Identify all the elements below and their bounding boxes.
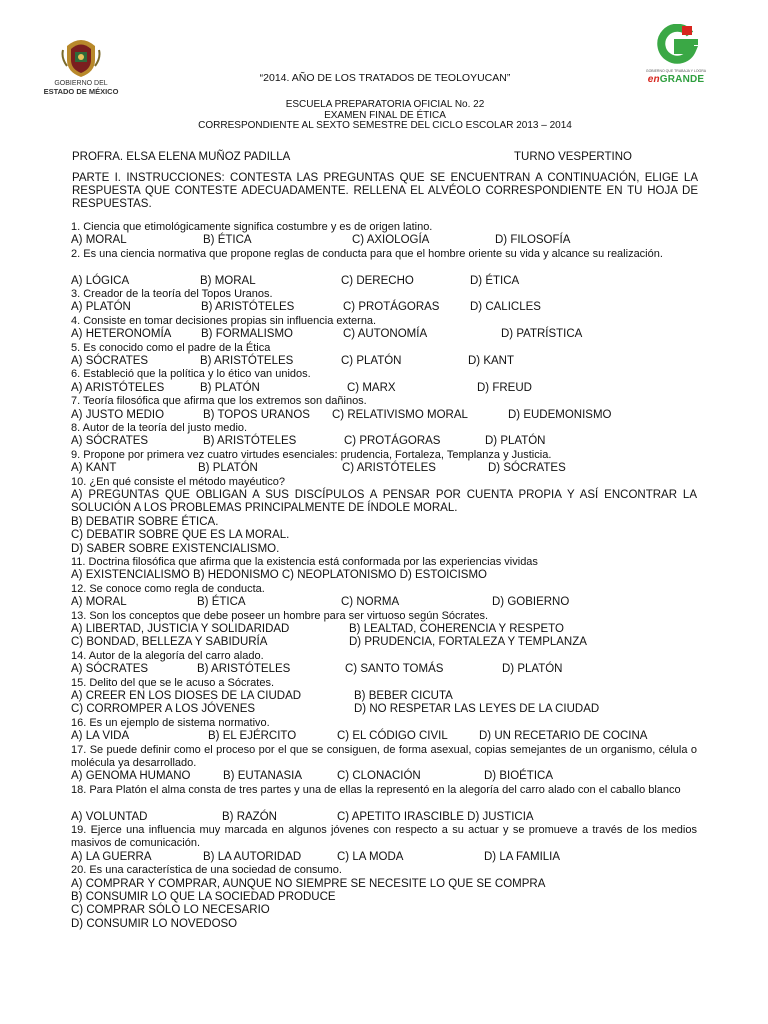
question-14-option-b: B) ARISTÓTELES <box>197 663 291 676</box>
question-1-option-a: A) MORAL <box>71 234 127 247</box>
question-9-option-a: A) KANT <box>71 462 117 475</box>
g-logo-icon <box>636 24 716 69</box>
question-8-option-a: A) SÓCRATES <box>71 435 149 448</box>
question-13-option-d: D) PRUDENCIA, FORTALEZA Y TEMPLANZA <box>349 636 587 649</box>
instructions: PARTE I. INSTRUCCIONES: CONTESTA LAS PREGUNTAS QUE SE ENCUENTRAN A CONTINUACIÓN, ELIGE LA RESPUESTA QUE CONTESTE ADECUADAMENTE. RELLENA EL ALVÉOLO CORRESPONDIENTE EN TU HOJA DE RESPUESTAS. <box>72 172 698 210</box>
question-4-option-d: D) PATRÍSTICA <box>501 328 583 341</box>
question-1-option-b: B) ÉTICA <box>203 234 252 247</box>
question-6-option-c: C) MARX <box>347 381 396 394</box>
question-2-option-c: C) DERECHO <box>341 274 414 287</box>
question-4-option-c: C) AUTONOMÍA <box>343 328 428 341</box>
question-10-text: 10. ¿En qué consiste el método mayéutico? <box>71 475 286 488</box>
teacher-row <box>72 151 702 163</box>
question-18-text: 18. Para Platón el alma consta de tres partes y una de ellas la representó en la alegoría del carro alado con el caballo blanco <box>71 783 681 796</box>
question-18-option-c: C) APETITO IRASCIBLE D) JUSTICIA <box>337 810 534 823</box>
coat-of-arms-icon <box>61 36 101 78</box>
state-government-caption: GOBIERNO DEL ESTADO DE MÉXICO <box>43 80 119 96</box>
question-7-text: 7. Teoría filosófica que afirma que los extremos son dañinos. <box>71 395 367 408</box>
question-9-option-d: D) SÓCRATES <box>488 462 566 475</box>
teacher-name: PROFRA. ELSA ELENA MUÑOZ PADILLA <box>72 151 291 163</box>
question-16-text: 16. Es un ejemplo de sistema normativo. <box>71 716 270 729</box>
exam-period: CORRESPONDIENTE AL SEXTO SEMESTRE DEL CICLO ESCOLAR 2013 – 2014 <box>198 120 572 131</box>
question-18-option-a: A) VOLUNTAD <box>71 810 148 823</box>
question-16-option-a: A) LA VIDA <box>71 730 130 743</box>
question-8-text: 8. Autor de la teoría del justo medio. <box>71 422 248 434</box>
question-15-text: 15. Delito del que se le acuso a Sócrates. <box>71 676 275 689</box>
question-17-option-b: B) EUTANASIA <box>223 770 303 783</box>
question-7-option-d: D) EUDEMONISMO <box>508 408 612 421</box>
question-5-option-d: D) KANT <box>468 355 514 367</box>
state-government-logo <box>36 36 126 96</box>
question-1-text: 1. Ciencia que etimológicamente significa costumbre y es de origen latino. <box>71 221 433 233</box>
question-6-text: 6. Estableció que la política y lo ético van unidos. <box>71 368 311 381</box>
question-14-option-d: D) PLATÓN <box>502 663 563 676</box>
question-19-option-d: D) LA FAMILIA <box>484 850 561 863</box>
question-1-option-d: D) FILOSOFÍA <box>495 234 571 247</box>
logo-tagline: GOBIERNO QUE TRABAJA Y LOGRA <box>645 69 707 73</box>
question-20-option-b: B) CONSUMIR LO QUE LA SOCIEDAD PRODUCE <box>71 891 336 903</box>
question-20-option-c: C) COMPRAR SÓLO LO NECESARIO <box>71 904 270 917</box>
question-17-option-c: C) CLONACIÓN <box>337 770 421 783</box>
question-19-option-b: B) LA AUTORIDAD <box>203 850 302 863</box>
question-2-option-a: A) LÓGICA <box>71 274 130 287</box>
question-16-option-c: C) EL CÓDIGO CIVIL <box>337 730 448 743</box>
question-5-option-c: C) PLATÓN <box>341 355 402 367</box>
question-3-option-c: C) PROTÁGORAS <box>343 301 440 314</box>
question-19-option-a: A) LA GUERRA <box>71 850 152 863</box>
question-3-option-d: D) CALICLES <box>470 301 541 314</box>
question-4-text: 4. Consiste en tomar decisiones propias sin influencia externa. <box>71 314 377 327</box>
school-name: ESCUELA PREPARATORIA OFICIAL No. 22 <box>285 99 485 110</box>
year-motto: “2014. AÑO DE LOS TRATADOS DE TEOLOYUCAN” <box>259 72 511 84</box>
question-5-text: 5. Es conocido como el padre de la Ética <box>71 341 271 354</box>
question-10-option-a: A) PREGUNTAS QUE OBLIGAN A SUS DISCÍPULOS A PENSAR POR CUENTA PROPIA Y ASÍ ENCONTRAR LA SOLUCIÓN A LOS PROBLEMAS PRINCIPALMENTE DE ÍNDOLE MORAL. <box>71 489 697 514</box>
question-13-option-b: B) LEALTAD, COHERENCIA Y RESPETO <box>349 623 564 635</box>
question-9-text: 9. Propone por primera vez cuatro virtudes esenciales: prudencia, Fortaleza, Templanza y Justicia. <box>71 448 552 461</box>
question-3-option-b: B) ARISTÓTELES <box>201 301 295 314</box>
question-13-text: 13. Son los conceptos que debe poseer un hombre para ser virtuoso según Sócrates. <box>71 609 489 622</box>
question-19-text: 19. Ejerce una influencia muy marcada en algunos jóvenes con respecto a su actuar y se promueve a través de los medios masivos de comunicación. <box>71 824 697 849</box>
question-2-text: 2. Es una ciencia normativa que propone reglas de conducta para que el hombre oriente su vida y alcance su realización. <box>71 247 663 260</box>
question-13-option-a: A) LIBERTAD, JUSTICIA Y SOLIDARIDAD <box>71 623 290 635</box>
question-14-option-c: C) SANTO TOMÁS <box>345 663 444 676</box>
question-11-options: A) EXISTENCIALISMO B) HEDONISMO C) NEOPLATONISMO D) ESTOICISMO <box>71 569 487 582</box>
question-5-option-a: A) SÓCRATES <box>71 355 149 367</box>
question-18-option-b: B) RAZÓN <box>222 810 277 823</box>
question-12-option-c: C) NORMA <box>341 596 400 609</box>
question-6-option-b: B) PLATÓN <box>200 381 260 394</box>
question-10-option-b: B) DEBATIR SOBRE ÉTICA. <box>71 515 219 528</box>
question-17-text: 17. Se puede definir como el proceso por el que se consiguen, de forma asexual, copias semejantes de un organismo, célula o molécula ya desarrollado. <box>71 743 697 769</box>
question-6-option-a: A) ARISTÓTELES <box>71 381 165 394</box>
question-3-text: 3. Creador de la teoría del Topos Uranos. <box>71 288 273 300</box>
question-14-option-a: A) SÓCRATES <box>71 663 149 676</box>
question-7-option-a: A) JUSTO MEDIO <box>71 408 165 421</box>
question-2-option-b: B) MORAL <box>200 274 256 287</box>
question-15-option-c: C) CORROMPER A LOS JÓVENES <box>71 703 256 716</box>
question-20-option-d: D) CONSUMIR LO NOVEDOSO <box>71 917 238 930</box>
question-17-option-a: A) GENOMA HUMANO <box>71 770 191 783</box>
question-1-option-c: C) AXIOLOGÍA <box>352 234 430 247</box>
question-8-option-b: B) ARISTÓTELES <box>203 435 297 448</box>
question-3-option-a: A) PLATÓN <box>71 301 131 314</box>
question-12-option-b: B) ÉTICA <box>197 596 246 609</box>
question-12-option-a: A) MORAL <box>71 596 127 609</box>
question-7-option-b: B) TOPOS URANOS <box>203 408 310 421</box>
question-20-text: 20. Es una característica de una sociedad de consumo. <box>71 864 342 877</box>
question-8-option-c: C) PROTÁGORAS <box>344 435 441 448</box>
question-15-option-b: B) BEBER CICUTA <box>354 690 453 702</box>
question-15-option-d: D) NO RESPETAR LAS LEYES DE LA CIUDAD <box>354 703 600 716</box>
question-2-option-d: D) ÉTICA <box>470 274 520 287</box>
engrande-logo <box>636 24 716 85</box>
question-11-text: 11. Doctrina filosófica que afirma que la existencia está conformada por las experiencias vividas <box>71 556 538 568</box>
question-12-text: 12. Se conoce como regla de conducta. <box>71 582 265 595</box>
question-17-option-d: D) BIOÉTICA <box>484 770 554 783</box>
question-16-option-b: B) EL EJÉRCITO <box>208 730 297 743</box>
exam-title: EXAMEN FINAL DE ÉTICA <box>324 110 446 121</box>
question-7-option-c: C) RELATIVISMO MORAL <box>332 408 468 421</box>
question-20-option-a: A) COMPRAR Y COMPRAR, AUNQUE NO SIEMPRE SE NECESITE LO QUE SE COMPRA <box>71 877 546 890</box>
question-15-option-a: A) CREER EN LOS DIOSES DE LA CIUDAD <box>71 690 302 702</box>
question-16-option-d: D) UN RECETARIO DE COCINA <box>479 730 648 743</box>
question-9-option-b: B) PLATÓN <box>198 462 258 475</box>
question-4-option-a: A) HETERONOMÍA <box>71 328 172 341</box>
question-5-option-b: B) ARISTÓTELES <box>200 355 294 367</box>
question-8-option-d: D) PLATÓN <box>485 435 546 448</box>
question-10-option-d: D) SABER SOBRE EXISTENCIALISMO. <box>71 542 280 555</box>
question-19-option-c: C) LA MODA <box>337 850 404 863</box>
question-4-option-b: B) FORMALISMO <box>201 328 294 341</box>
logo-wordmark: enGRANDE <box>647 74 705 85</box>
question-14-text: 14. Autor de la alegoría del carro alado. <box>71 649 264 662</box>
question-10-option-c: C) DEBATIR SOBRE QUE ES LA MORAL. <box>71 529 290 542</box>
question-13-option-c: C) BONDAD, BELLEZA Y SABIDURÍA <box>71 636 268 649</box>
question-6-option-d: D) FREUD <box>477 381 532 394</box>
question-12-option-d: D) GOBIERNO <box>492 596 570 609</box>
shift-label: TURNO VESPERTINO <box>514 151 632 163</box>
question-9-option-c: C) ARISTÓTELES <box>342 462 436 475</box>
